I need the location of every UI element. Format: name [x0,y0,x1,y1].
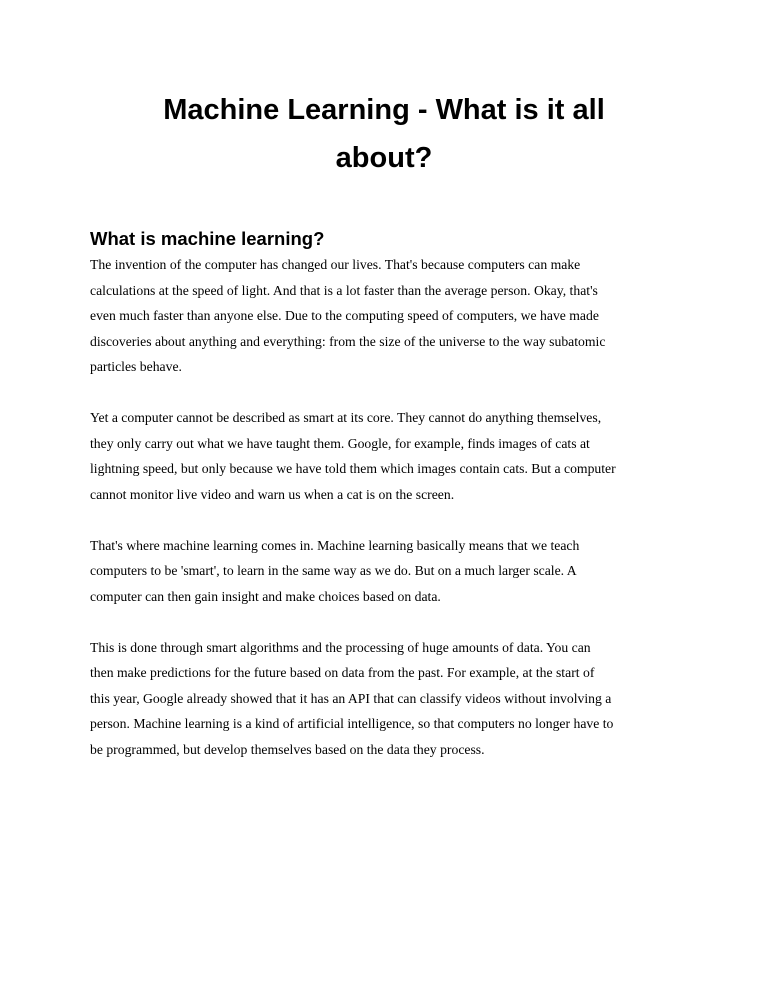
paragraph-1 [90,252,690,380]
paragraph-line: person. Machine learning is a kind of artificial intelligence, so that computers no longer have to [90,716,614,731]
paragraph-line: This is done through smart algorithms and the processing of huge amounts of data. You can [90,639,591,655]
paragraph-line: computer can then gain insight and make choices based on data. [90,588,441,604]
paragraph-line: calculations at the speed of light. And that is a lot faster than the average person. Okay, that's [90,282,598,298]
document-body [90,252,690,788]
paragraph-4 [90,635,690,763]
document-title [90,86,678,182]
paragraph-line: computers to be 'smart', to learn in the same way as we do. But on a much larger scale. A [90,563,577,578]
paragraph-line: That's where machine learning comes in. Machine learning basically means that we teach [90,537,580,553]
paragraph-line: Yet a computer cannot be described as smart at its core. They cannot do anything themselves, [90,410,602,425]
paragraph-line: even much faster than anyone else. Due to the computing speed of computers, we have made [90,308,599,323]
paragraph-line: be programmed, but develop themselves based on the data they process. [90,741,485,757]
paragraph-line: The invention of the computer has changed our lives. That's because computers can make [90,257,581,272]
paragraph-line: discoveries about anything and everything: from the size of the universe to the way subatomic [90,333,606,349]
paragraph-line: particles behave. [90,359,182,374]
paragraph-line: this year, Google already showed that it has an API that can classify videos without involving a [90,690,612,706]
paragraph-line: lightning speed, but only because we have told them which images contain cats. But a computer [90,461,616,476]
paragraph-line: cannot monitor live video and warn us when a cat is on the screen. [90,486,455,502]
section-heading: What is machine learning? [90,228,325,249]
paragraph-3 [90,533,690,610]
paragraph-line: then make predictions for the future based on data from the past. For example, at the start of [90,665,595,680]
paragraph-line: they only carry out what we have taught them. Google, for example, finds images of cats at [90,435,590,451]
document-title-line-1: Machine Learning - What is it all [163,94,605,126]
paragraph-2 [90,405,690,507]
document-title-line-2: about? [335,142,433,174]
